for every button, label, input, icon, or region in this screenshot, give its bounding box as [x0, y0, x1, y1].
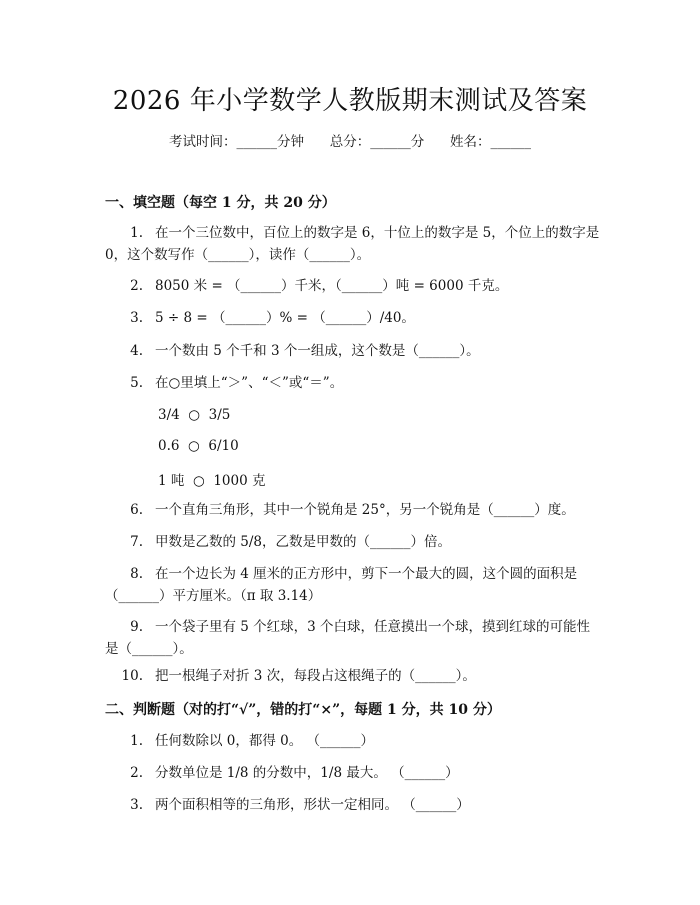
- question-number: 3.: [130, 310, 143, 326]
- page-title: 2026 年小学数学人教版期末测试及答案: [112, 86, 588, 116]
- comparison-item: 0.6 ○ 6/10: [158, 438, 239, 454]
- section-heading-fill-blank: 一、填空题（每空 1 分，共 20 分）: [105, 195, 336, 211]
- judge-question-1: [105, 730, 600, 752]
- question-text: 5 ÷ 8 = （______）% = （______）/40。: [155, 310, 415, 326]
- question-1: [105, 222, 600, 266]
- question-number: 1.: [130, 225, 143, 241]
- comparison-item: 3/4 ○ 3/5: [158, 407, 231, 423]
- question-2: [105, 275, 600, 297]
- question-number: 5.: [130, 375, 143, 391]
- question-number: 8.: [130, 566, 143, 582]
- question-text: 把一根绳子对折 3 次，每段占这根绳子的（______）。: [155, 668, 476, 684]
- question-7: [105, 531, 600, 553]
- question-number: 4.: [130, 343, 143, 359]
- question-text: 一个数由 5 个千和 3 个一组成，这个数是（______）。: [155, 343, 480, 359]
- question-4: [105, 340, 600, 362]
- question-text: 甲数是乙数的 5/8，乙数是甲数的（______）倍。: [155, 534, 452, 550]
- question-number: 10.: [121, 668, 143, 684]
- exam-meta-line: 考试时间：______分钟 总分：______分 姓名：______: [169, 134, 531, 150]
- question-number: 2.: [130, 765, 143, 781]
- question-text: 8050 米 = （______）千米，（______）吨 = 6000 千克。: [155, 278, 509, 294]
- section-heading-true-false: 二、判断题（对的打“√”，错的打“×”，每题 1 分，共 10 分）: [105, 702, 501, 718]
- question-9: [105, 616, 600, 660]
- question-text: 在○里填上“＞”、“＜”或“＝”。: [155, 375, 344, 391]
- question-text: 任何数除以 0，都得 0。 （______）: [155, 733, 375, 749]
- question-3: [105, 307, 600, 329]
- question-text: 分数单位是 1/8 的分数中，1/8 最大。 （______）: [155, 765, 459, 781]
- question-text: 在一个三位数中，百位上的数字是 6，十位上的数字是 5，个位上的数字是 0，这个数写作（______），读作（______）。: [105, 225, 600, 263]
- question-5: [105, 372, 600, 394]
- question-number: 2.: [130, 278, 143, 294]
- question-text: 一个直角三角形，其中一个锐角是 25°，另一个锐角是（______）度。: [155, 502, 575, 518]
- question-text: 在一个边长为 4 厘米的正方形中，剪下一个最大的圆，这个圆的面积是（______）平方厘米。（π 取 3.14）: [105, 566, 578, 604]
- question-number: 6.: [130, 502, 143, 518]
- question-text: 一个袋子里有 5 个红球，3 个白球，任意摸出一个球，摸到红球的可能性是（______）。: [105, 619, 591, 657]
- question-number: 9.: [130, 619, 143, 635]
- judge-question-2: [105, 762, 600, 784]
- question-6: [105, 499, 600, 521]
- question-8: [105, 563, 600, 607]
- question-number: 3.: [130, 797, 143, 813]
- question-number: 7.: [130, 534, 143, 550]
- comparison-item: 1 吨 ○ 1000 克: [158, 473, 266, 489]
- judge-question-3: [105, 794, 600, 816]
- question-text: 两个面积相等的三角形，形状一定相同。 （______）: [155, 797, 470, 813]
- question-10: [105, 665, 600, 687]
- question-number: 1.: [130, 733, 143, 749]
